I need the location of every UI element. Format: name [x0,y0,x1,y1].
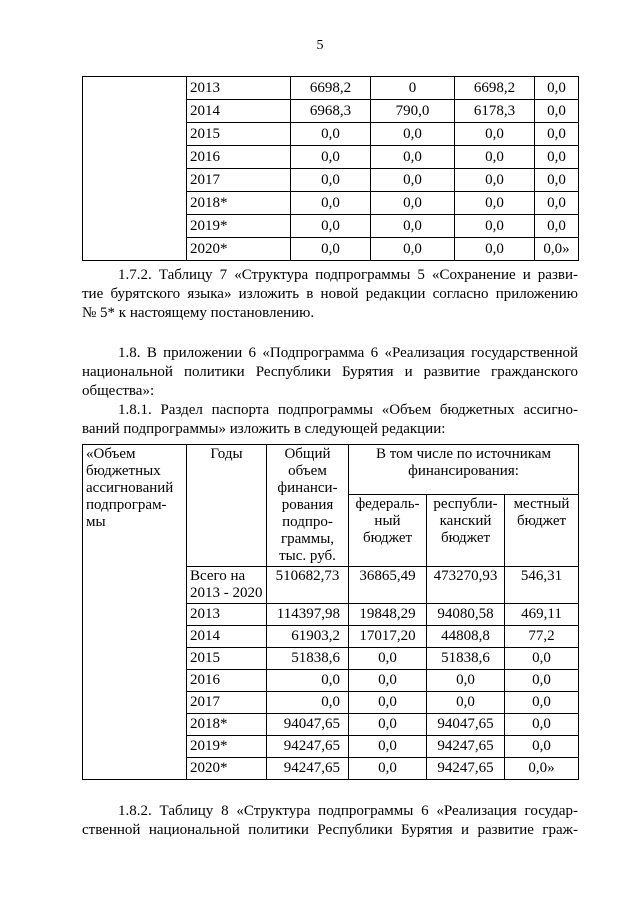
year-line: Всего на [190,568,246,584]
total-cell: 51838,6 [267,648,349,670]
header-line: объем [288,463,327,479]
year-cell: 2017 [187,692,267,714]
header-line: канский [439,512,492,529]
year-cell: 2016 [187,146,291,169]
text-line: тие бурятского языка» изложить в новой редакции согласно приложению [82,286,578,302]
local-cell: 0,0 [535,100,579,123]
header-total-volume [267,445,349,567]
local-cell: 0,0 [535,169,579,192]
total-cell: 0,0 [291,192,371,215]
header-line: тыс. руб. [279,548,336,564]
local-cell: 0,0 [535,192,579,215]
local-cell: 546,31 [505,567,579,604]
total-cell: 0,0 [291,238,371,261]
budget-allocation-table [82,444,579,780]
text-line: общества»: [82,383,155,399]
total-cell: 94247,65 [267,758,349,780]
local-cell: 0,0 [535,215,579,238]
year-cell: 2016 [187,670,267,692]
local-cell: 0,0 [505,714,579,736]
republic-cell: 473270,93 [427,567,505,604]
table-label-cell [83,77,187,261]
republic-cell: 51838,6 [427,648,505,670]
local-cell: 0,0 [535,146,579,169]
paragraph-1-8 [82,344,578,401]
header-federal-budget [349,494,427,566]
year-cell: 2020* [187,238,291,261]
republic-cell: 0,0 [455,123,535,146]
total-cell: 0,0 [291,215,371,238]
header-line: бюджет [516,512,567,529]
total-cell: 94247,65 [267,736,349,758]
local-cell: 0,0 [505,648,579,670]
total-cell: 0,0 [291,169,371,192]
header-source-group: В том числе по источникам финансирования: [349,445,579,495]
text-line: 1.7.2. Таблицу 7 «Структура подпрограммы 5 «Сохранение и разви- [118,267,578,283]
paragraph-1-8-2 [82,802,578,840]
republic-cell: 0,0 [455,192,535,215]
label-line: «Объем [86,446,136,462]
total-cell: 114397,98 [267,604,349,626]
federal-cell: 0,0 [349,714,427,736]
label-line: подпрограм- [86,497,167,513]
republic-cell: 0,0 [455,215,535,238]
header-line: Общий [284,446,331,462]
text-line: ваний подпрограммы» изложить в следующей редакции: [82,421,446,437]
republic-cell: 44808,8 [427,626,505,648]
local-cell: 0,0 [535,123,579,146]
total-cell: 6968,3 [291,100,371,123]
local-cell: 0,0» [505,758,579,780]
local-cell: 0,0 [505,736,579,758]
republic-cell: 94080,58 [427,604,505,626]
total-cell: 0,0 [267,692,349,714]
year-cell: 2019* [187,736,267,758]
federal-cell: 36865,49 [349,567,427,604]
header-line: местный [513,495,570,512]
local-cell: 0,0 [505,670,579,692]
republic-cell: 94247,65 [427,758,505,780]
header-line: республи- [433,495,498,512]
total-cell: 61903,2 [267,626,349,648]
republic-cell: 0,0 [427,670,505,692]
table-continuation [82,76,579,261]
federal-cell: 0,0 [371,238,455,261]
header-republic-budget [427,494,505,566]
year-cell: 2014 [187,626,267,648]
federal-cell: 19848,29 [349,604,427,626]
paragraph-1-7-2 [82,266,578,323]
federal-cell: 0 [371,77,455,100]
federal-cell: 0,0 [371,215,455,238]
federal-cell: 0,0 [349,648,427,670]
republic-cell: 0,0 [427,692,505,714]
local-cell: 0,0 [505,692,579,714]
year-cell: 2014 [187,100,291,123]
republic-cell: 0,0 [455,146,535,169]
header-line: ный [374,512,401,529]
text-line: 1.8.1. Раздел паспорта подпрограммы «Объем бюджетных ассигно- [118,402,578,418]
federal-cell: 0,0 [371,123,455,146]
republic-cell: 0,0 [455,169,535,192]
republic-cell: 0,0 [455,238,535,261]
total-cell: 94047,65 [267,714,349,736]
total-cell: 0,0 [291,123,371,146]
republic-cell: 6178,3 [455,100,535,123]
year-cell: 2013 [187,77,291,100]
label-line: ассигнований [86,480,174,496]
header-line: граммы, [280,531,335,547]
republic-cell: 94047,65 [427,714,505,736]
header-line: подпро- [282,514,333,530]
label-line: мы [86,514,106,530]
year-cell: 2018* [187,714,267,736]
federal-cell: 0,0 [371,169,455,192]
year-cell: 2019* [187,215,291,238]
federal-cell: 17017,20 [349,626,427,648]
year-cell: 2015 [187,648,267,670]
table-label-cell [83,445,187,780]
header-line: бюджет [440,529,491,546]
text-line: 1.8. В приложении 6 «Подпрограмма 6 «Реализация государственной [118,345,578,361]
year-cell: 2017 [187,169,291,192]
header-line: федераль- [355,495,420,512]
republic-cell: 6698,2 [455,77,535,100]
page-number: 5 [316,38,324,53]
federal-cell: 0,0 [371,146,455,169]
table-row [83,77,579,100]
header-line: рования [281,497,334,513]
year-line: 2013 - 2020 [190,585,263,601]
republic-cell: 94247,65 [427,736,505,758]
federal-cell: 0,0 [349,736,427,758]
federal-cell: 0,0 [349,692,427,714]
total-cell: 6698,2 [291,77,371,100]
text-line: национальной политики Республики Бурятия и развитие гражданского [82,364,578,380]
federal-cell: 0,0 [349,670,427,692]
federal-cell: 790,0 [371,100,455,123]
federal-cell: 0,0 [349,758,427,780]
local-cell: 0,0 [535,77,579,100]
local-cell: 77,2 [505,626,579,648]
year-cell: 2013 [187,604,267,626]
paragraph-1-8-1 [82,401,578,439]
year-cell: 2018* [187,192,291,215]
header-line: бюджет [362,529,413,546]
label-line: бюджетных [86,463,161,479]
header-local-budget [505,494,579,566]
total-cell: 0,0 [267,670,349,692]
header-years: Годы [187,445,267,567]
total-cell: 510682,73 [267,567,349,604]
local-cell: 469,11 [505,604,579,626]
year-cell: 2020* [187,758,267,780]
text-line: ственной национальной политики Республики Бурятия и развитие граж- [82,822,578,838]
federal-cell: 0,0 [371,192,455,215]
text-line: 1.8.2. Таблицу 8 «Структура подпрограммы 6 «Реализация государ- [118,803,578,819]
year-cell [187,567,267,604]
year-cell: 2015 [187,123,291,146]
header-line: финанси- [277,480,338,496]
local-cell: 0,0» [535,238,579,261]
total-cell: 0,0 [291,146,371,169]
text-line: № 5* к настоящему постановлению. [82,305,315,321]
